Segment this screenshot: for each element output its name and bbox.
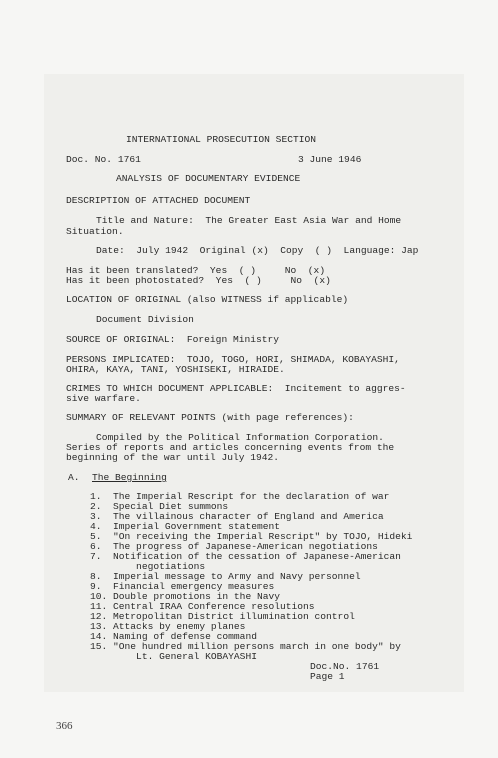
source-line: SOURCE OF ORIGINAL: Foreign Ministry <box>66 334 280 345</box>
analysis-title: ANALYSIS OF DOCUMENTARY EVIDENCE <box>116 173 301 184</box>
crimes-line-2: sive warfare. <box>66 393 141 404</box>
footer-doc-number: Doc.No. 1761 <box>310 661 380 672</box>
persons-line-1: PERSONS IMPLICATED: TOJO, TOGO, HORI, SHIMADA, KOBAYASHI, <box>66 354 400 365</box>
summary-line-3: beginning of the war until July 1942. <box>66 452 280 463</box>
list-item: 2. Special Diet summons <box>90 501 229 512</box>
persons-line-2: OHIRA, KAYA, TANI, YOSHISEKI, HIRAIDE. <box>66 364 285 375</box>
translated-line: Has it been translated? Yes ( ) No (x) <box>66 265 326 276</box>
location-heading: LOCATION OF ORIGINAL (also WITNESS if applicable) <box>66 294 349 305</box>
list-item: 3. The villainous character of England and America <box>90 511 384 522</box>
list-item: 15. "One hundred million persons march in one body" by <box>90 641 401 652</box>
title-nature-line-1: Title and Nature: The Greater East Asia War and Home <box>96 215 402 226</box>
list-item: 10. Double promotions in the Navy <box>90 591 280 602</box>
list-item: 13. Attacks by enemy planes <box>90 621 246 632</box>
list-item: 8. Imperial message to Army and Navy personnel <box>90 571 361 582</box>
section-a-title: The Beginning <box>92 472 167 483</box>
list-item: 5. "On receiving the Imperial Rescript" by TOJO, Hideki <box>90 531 413 542</box>
crimes-line-1: CRIMES TO WHICH DOCUMENT APPLICABLE: Incitement to aggres- <box>66 383 406 394</box>
doc-date: 3 June 1946 <box>298 154 362 165</box>
section-heading: INTERNATIONAL PROSECUTION SECTION <box>126 134 316 145</box>
list-item: 7. Notification of the cessation of Japanese-American <box>90 551 401 562</box>
list-item: 11. Central IRAA Conference resolutions <box>90 601 315 612</box>
list-item: 6. The progress of Japanese-American negotiations <box>90 541 378 552</box>
list-item: 4. Imperial Government statement <box>90 521 280 532</box>
list-item: negotiations <box>90 561 206 572</box>
title-nature-line-2: Situation. <box>66 226 124 237</box>
description-heading: DESCRIPTION OF ATTACHED DOCUMENT <box>66 195 251 206</box>
list-item: 12. Metropolitan District illumination control <box>90 611 355 622</box>
doc-number: Doc. No. 1761 <box>66 154 141 165</box>
section-a-marker: A. <box>68 472 80 483</box>
summary-line-1: Compiled by the Political Information Corporation. <box>96 432 384 443</box>
photostated-line: Has it been photostated? Yes ( ) No (x) <box>66 275 331 286</box>
list-item: 14. Naming of defense command <box>90 631 257 642</box>
list-item: 9. Financial emergency measures <box>90 581 275 592</box>
footer-page: Page 1 <box>310 671 345 682</box>
location-value: Document Division <box>96 314 194 325</box>
date-language-line: Date: July 1942 Original (x) Copy ( ) Language: Jap <box>96 245 419 256</box>
summary-line-2: Series of reports and articles concerning events from the <box>66 442 395 453</box>
page-number: 366 <box>56 720 73 732</box>
summary-heading: SUMMARY OF RELEVANT POINTS (with page references): <box>66 412 354 423</box>
list-item: Lt. General KOBAYASHI <box>90 651 257 662</box>
list-item: 1. The Imperial Rescript for the declaration of war <box>90 491 390 502</box>
